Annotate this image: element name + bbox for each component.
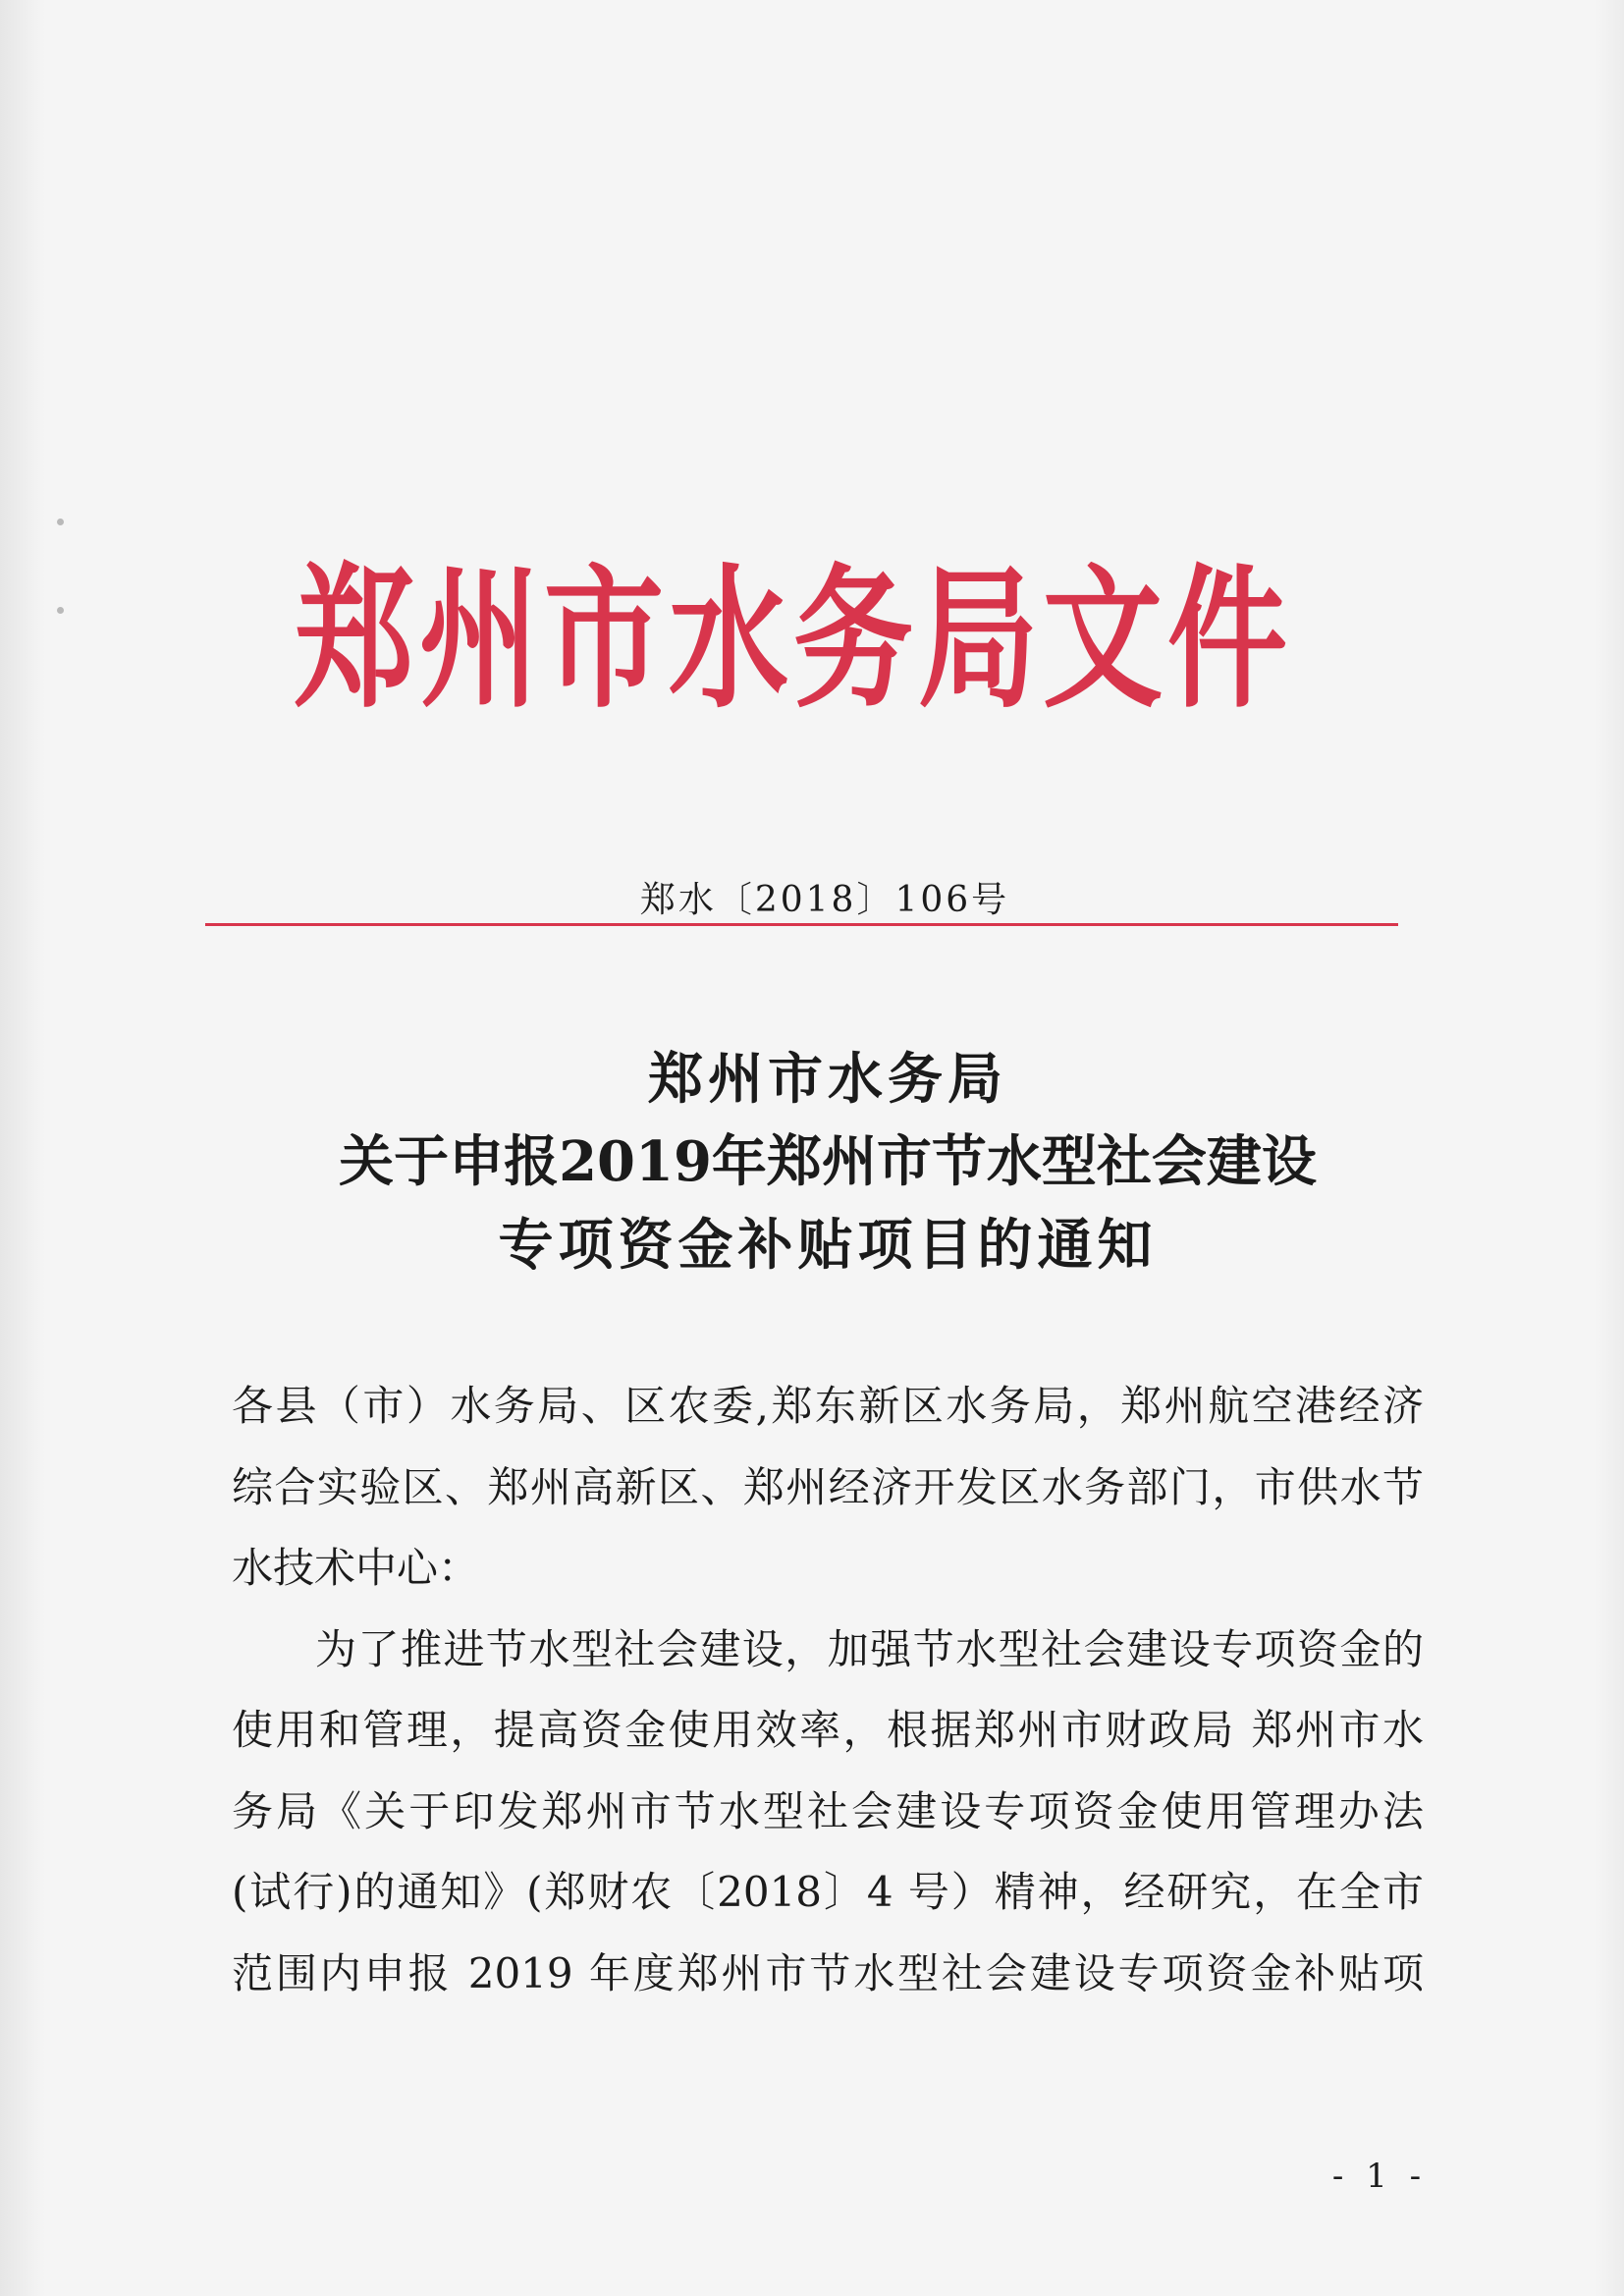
document-title-line-1: 郑州市水务局 bbox=[648, 1047, 1007, 1112]
body-line-paragraph-5: 范围内申报 2019 年度郑州市节水型社会建设专项资金补贴项 bbox=[232, 1948, 1424, 1997]
body-line-addressees-3: 水技术中心： bbox=[232, 1544, 480, 1592]
document-number: 郑水〔2018〕106号 bbox=[639, 880, 1010, 920]
binding-hole-bottom bbox=[57, 607, 64, 614]
body-line-paragraph-3: 务局《关于印发郑州市节水型社会建设专项资金使用管理办法 bbox=[232, 1786, 1424, 1835]
body-line-addressees-1: 各县（市）水务局、区农委,郑东新区水务局，郑州航空港经济 bbox=[232, 1382, 1424, 1430]
document-title-line-2: 关于申报2019年郑州市节水型社会建设 bbox=[339, 1129, 1317, 1194]
red-separator-line bbox=[205, 923, 1398, 926]
body-line-addressees-2: 综合实验区、郑州高新区、郑州经济开发区水务部门，市供水节 bbox=[232, 1462, 1424, 1511]
issuing-authority-header: 郑州市水务局文件 bbox=[295, 547, 1292, 730]
body-line-paragraph-2: 使用和管理，提高资金使用效率，根据郑州市财政局 郑州市水 bbox=[232, 1706, 1424, 1754]
body-line-paragraph-4: (试行)的通知》(郑财农〔2018〕4 号）精神，经研究，在全市 bbox=[232, 1868, 1424, 1916]
document-body bbox=[232, 1366, 1424, 2014]
binding-hole-top bbox=[57, 519, 64, 525]
body-line-paragraph-1: 为了推进节水型社会建设，加强节水型社会建设专项资金的 bbox=[315, 1624, 1424, 1673]
page-number: - 1 - bbox=[1331, 2157, 1428, 2196]
document-title-line-3: 专项资金补贴项目的通知 bbox=[498, 1213, 1158, 1278]
